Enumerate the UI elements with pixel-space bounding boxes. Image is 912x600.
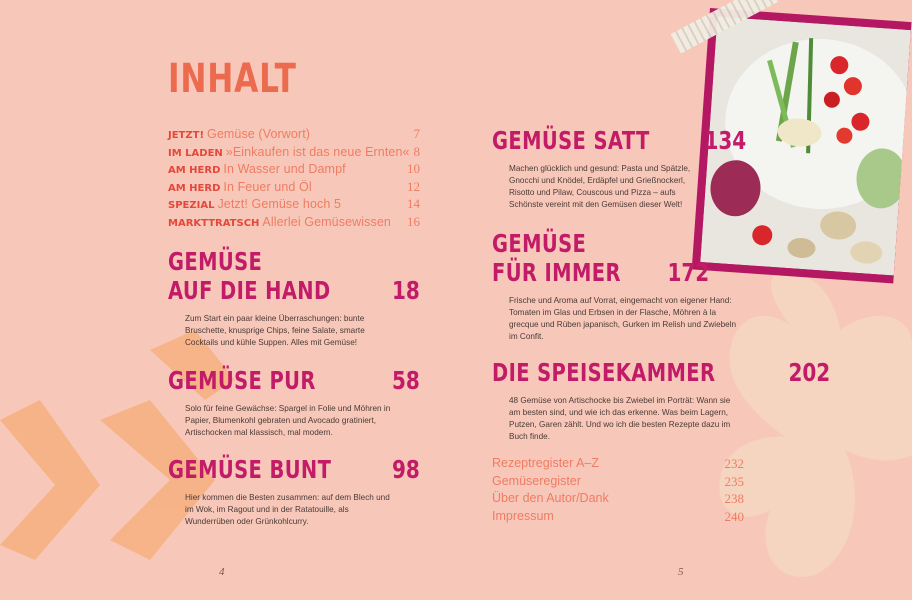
chapter-gemuese-fuer-immer[interactable]: [492, 229, 737, 343]
chapter-title-line1: GEMÜSE: [492, 229, 587, 258]
chapter-description: 48 Gemüse von Artischocke bis Zwiebel im Porträt: Wann sie am besten sind, und wie ich das erkenne. Was beim Lagern, Putzen, Garen zählt. Und wo ich die besten Rezepte dazu im Buch finde.: [509, 396, 731, 441]
chapter-title-line2: FÜR IMMER: [492, 258, 621, 287]
page-number-right: 5: [678, 566, 684, 578]
page-title: INHALT: [168, 56, 297, 102]
chapter-die-speisekammer[interactable]: [492, 358, 831, 443]
page-number-left: 4: [219, 566, 225, 578]
chapter-title-line1: GEMÜSE: [168, 247, 263, 276]
toc-text: In Wasser und Dampf: [223, 162, 346, 176]
chapter-title: GEMÜSE SATT: [492, 126, 650, 155]
register-page: 232: [724, 456, 744, 471]
chapter-page: 134: [704, 126, 747, 155]
toc-page: 10: [407, 161, 420, 176]
register-text: Über den Autor/Dank: [492, 491, 609, 505]
chapter-title-line2: AUF DIE HAND: [168, 276, 331, 305]
chapter-description: Machen glücklich und gesund: Pasta und Spätzle, Gnocchi und Knödel, Erdäpfel und Grießnockerl, Risotto und Pilaw, Couscous und Pizza – aufs Schönste vereint mit den Gemüsen dieser Welt!: [509, 164, 691, 209]
toc-text: In Feuer und Öl: [223, 179, 312, 194]
toc-page: 8: [413, 143, 420, 159]
register-text: Gemüseregister: [492, 473, 581, 488]
chapter-description: Frische und Aroma auf Vorrat, eingemacht von eigener Hand: Tomaten im Glas und Erbsen in der Flasche, Möhren à la grecque und Rüben japanisch, Gurken im Relish und Zwiebeln im Confit.: [509, 296, 737, 341]
register-page: 238: [724, 491, 744, 506]
chapter-gemuese-auf-die-hand[interactable]: [168, 247, 420, 349]
intro-toc: [168, 126, 420, 231]
toc-page: 12: [407, 178, 420, 194]
toc-page: 14: [407, 196, 420, 211]
chapter-description: Zum Start ein paar kleine Überraschungen: bunte Bruschette, knusprige Chips, feine Salate, smarte Cocktails und kühle Suppen. Alles mit Gemüse!: [185, 314, 365, 347]
chapter-description: Hier kommen die Besten zusammen: auf dem Blech und im Wok, im Ragout und in der Ratatouille, als Wunderrüben oder Grünkohlcurry.: [185, 493, 390, 526]
toc-row[interactable]: [168, 126, 420, 144]
toc-row[interactable]: [168, 144, 420, 162]
register-row[interactable]: [492, 491, 744, 509]
toc-tag: AM HERD: [168, 165, 221, 176]
chapter-title: GEMÜSE BUNT: [168, 455, 332, 484]
toc-page: 7: [413, 126, 420, 141]
toc-row[interactable]: [168, 196, 420, 214]
register-page: 240: [724, 508, 744, 524]
toc-tag: SPEZIAL: [168, 200, 215, 211]
register-text: Rezeptregister A–Z: [492, 456, 599, 470]
chapter-page: 98: [392, 455, 420, 484]
toc-tag: AM HERD: [168, 182, 221, 194]
toc-text: Jetzt! Gemüse hoch 5: [217, 197, 342, 211]
register-row[interactable]: [492, 474, 744, 492]
chapter-gemuese-satt[interactable]: [492, 126, 747, 211]
chapter-page: 18: [392, 276, 420, 305]
toc-tag: MARKTTRATSCH: [168, 217, 260, 229]
chapter-page: 58: [392, 366, 420, 395]
toc-text: Allerlei Gemüsewissen: [262, 214, 391, 229]
register-row[interactable]: [492, 509, 744, 527]
chapter-page: 202: [788, 358, 831, 387]
toc-row[interactable]: [168, 161, 420, 179]
chapter-gemuese-bunt[interactable]: [168, 455, 420, 528]
chapter-gemuese-pur[interactable]: [168, 366, 420, 439]
chapter-title: DIE SPEISEKAMMER: [492, 358, 716, 387]
toc-text: »Einkaufen ist das neue Ernten«: [225, 144, 410, 159]
toc-tag: JETZT!: [168, 130, 205, 141]
register-text: Impressum: [492, 508, 554, 523]
toc-tag: IM LADEN: [168, 147, 223, 159]
toc-text: Gemüse (Vorwort): [207, 127, 311, 141]
register-list: [492, 456, 744, 526]
register-page: 235: [724, 473, 744, 489]
toc-page: 16: [407, 213, 420, 229]
register-row[interactable]: [492, 456, 744, 474]
toc-row[interactable]: [168, 214, 420, 232]
chapter-title: GEMÜSE PUR: [168, 366, 316, 395]
chapter-page: 172: [667, 258, 710, 287]
toc-row[interactable]: [168, 179, 420, 197]
chapter-description: Solo für feine Gewächse: Spargel in Folie und Möhren in Papier, Blumenkohl gebraten und Avocado gratiniert, Artischocken mal klassisch, mal modern.: [185, 404, 391, 437]
